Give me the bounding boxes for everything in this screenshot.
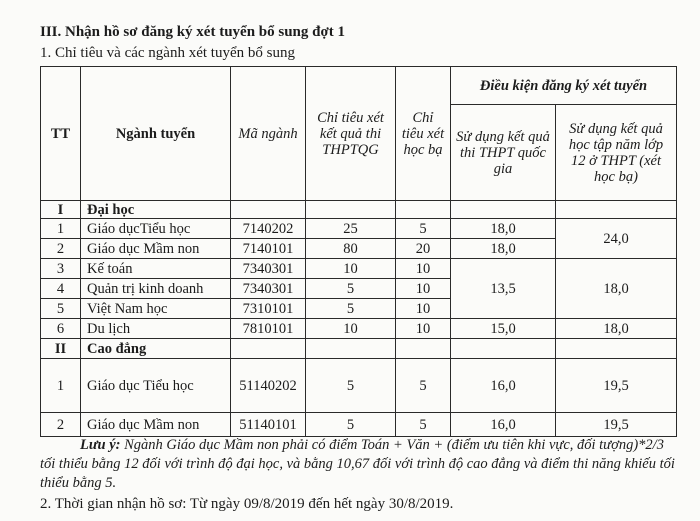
section-name: Đại học xyxy=(81,201,231,219)
cell-thptqg: 80 xyxy=(306,239,396,259)
cell-ma: 7810101 xyxy=(231,319,306,339)
cell-hocba: 5 xyxy=(396,219,451,239)
header-dk-hoc-ba: Sử dụng kết quả học tập năm lớp 12 ở THPT (xét học bạ) xyxy=(556,105,677,201)
empty-cell xyxy=(306,339,396,359)
empty-cell xyxy=(231,201,306,219)
cell-hocba: 10 xyxy=(396,259,451,279)
cell-hocba: 5 xyxy=(396,359,451,413)
cell-tt: 1 xyxy=(41,219,81,239)
header-ma-nganh: Mã ngành xyxy=(231,67,306,201)
section-subheading: 1. Chỉ tiêu và các ngành xét tuyển bổ sung xyxy=(40,45,295,61)
cell-tt: 2 xyxy=(41,239,81,259)
cell-tt: 1 xyxy=(41,359,81,413)
section-row-dai-hoc xyxy=(41,201,677,219)
empty-cell xyxy=(396,201,451,219)
cell-ma: 7310101 xyxy=(231,299,306,319)
empty-cell xyxy=(306,201,396,219)
cell-dk-hocba: 19,5 xyxy=(556,413,677,437)
cell-thptqg: 10 xyxy=(306,319,396,339)
note-text: Ngành Giáo dục Mầm non phải có điểm Toán + Văn + (điểm ưu tiên khi vực, đối tượng)*2/3 tối thiểu bằng 12 đối với trình độ đại học, và bằng 10,67 đối với trình độ cao đẳng và điểm thi năng khiếu tối thiểu bằng 5. xyxy=(40,437,675,491)
application-time: 2. Thời gian nhận hồ sơ: Từ ngày 09/8/2019 đến hết ngày 30/8/2019. xyxy=(40,496,454,512)
section-name: Cao đẳng xyxy=(81,339,231,359)
cell-thptqg: 5 xyxy=(306,299,396,319)
cell-ma: 7340301 xyxy=(231,259,306,279)
cell-dk-thpt: 16,0 xyxy=(451,359,556,413)
cell-dk-thpt-merged: 13,5 xyxy=(451,259,556,319)
cell-ma: 51140202 xyxy=(231,359,306,413)
cell-tt: 4 xyxy=(41,279,81,299)
cell-thptqg: 10 xyxy=(306,259,396,279)
section-tt: II xyxy=(41,339,81,359)
note-label: Lưu ý: xyxy=(80,437,121,453)
cell-dk-thpt: 16,0 xyxy=(451,413,556,437)
admission-table xyxy=(40,66,677,437)
cell-nganh: Du lịch xyxy=(81,319,231,339)
table-row xyxy=(41,259,677,279)
cell-ma: 7140202 xyxy=(231,219,306,239)
cell-tt: 3 xyxy=(41,259,81,279)
cell-nganh: Giáo dục Tiểu học xyxy=(81,359,231,413)
cell-nganh: Giáo dục Mầm non xyxy=(81,413,231,437)
cell-thptqg: 5 xyxy=(306,359,396,413)
cell-thptqg: 25 xyxy=(306,219,396,239)
cell-nganh: Việt Nam học xyxy=(81,299,231,319)
table-row xyxy=(41,413,677,437)
cell-dk-thpt: 18,0 xyxy=(451,219,556,239)
cell-nganh: Kế toán xyxy=(81,259,231,279)
cell-dk-hocba-merged: 18,0 xyxy=(556,259,677,319)
cell-tt: 2 xyxy=(41,413,81,437)
cell-dk-hocba: 19,5 xyxy=(556,359,677,413)
note-paragraph xyxy=(40,436,680,493)
header-chi-tieu-hoc-ba: Chỉ tiêu xét học bạ xyxy=(396,67,451,201)
header-chi-tieu-thptqg: Chỉ tiêu xét kết quả thi THPTQG xyxy=(306,67,396,201)
section-heading: III. Nhận hồ sơ đăng ký xét tuyển bổ sung đợt 1 xyxy=(40,24,346,40)
cell-thptqg: 5 xyxy=(306,413,396,437)
cell-dk-thpt: 18,0 xyxy=(451,239,556,259)
empty-cell xyxy=(451,201,556,219)
cell-hocba: 10 xyxy=(396,279,451,299)
empty-cell xyxy=(556,201,677,219)
cell-ma: 7340301 xyxy=(231,279,306,299)
cell-ma: 7140101 xyxy=(231,239,306,259)
table-row xyxy=(41,359,677,413)
cell-hocba: 10 xyxy=(396,319,451,339)
section-row-cao-dang xyxy=(41,339,677,359)
empty-cell xyxy=(556,339,677,359)
table-row xyxy=(41,319,677,339)
cell-hocba: 20 xyxy=(396,239,451,259)
cell-tt: 5 xyxy=(41,299,81,319)
cell-ma: 51140101 xyxy=(231,413,306,437)
header-dieu-kien: Điều kiện đăng ký xét tuyển xyxy=(451,67,677,105)
empty-cell xyxy=(396,339,451,359)
cell-hocba: 10 xyxy=(396,299,451,319)
cell-nganh: Giáo dục Mầm non xyxy=(81,239,231,259)
cell-nganh: Quản trị kinh doanh xyxy=(81,279,231,299)
cell-hocba: 5 xyxy=(396,413,451,437)
cell-tt: 6 xyxy=(41,319,81,339)
section-tt: I xyxy=(41,201,81,219)
cell-dk-hocba-merged: 24,0 xyxy=(556,219,677,259)
cell-thptqg: 5 xyxy=(306,279,396,299)
table-row xyxy=(41,219,677,239)
empty-cell xyxy=(451,339,556,359)
header-dk-thpt: Sử dụng kết quả thi THPT quốc gia xyxy=(451,105,556,201)
empty-cell xyxy=(231,339,306,359)
cell-nganh: Giáo dụcTiểu học xyxy=(81,219,231,239)
header-tt: TT xyxy=(41,67,81,201)
cell-dk-hocba: 18,0 xyxy=(556,319,677,339)
cell-dk-thpt: 15,0 xyxy=(451,319,556,339)
header-nganh: Ngành tuyển xyxy=(81,67,231,201)
